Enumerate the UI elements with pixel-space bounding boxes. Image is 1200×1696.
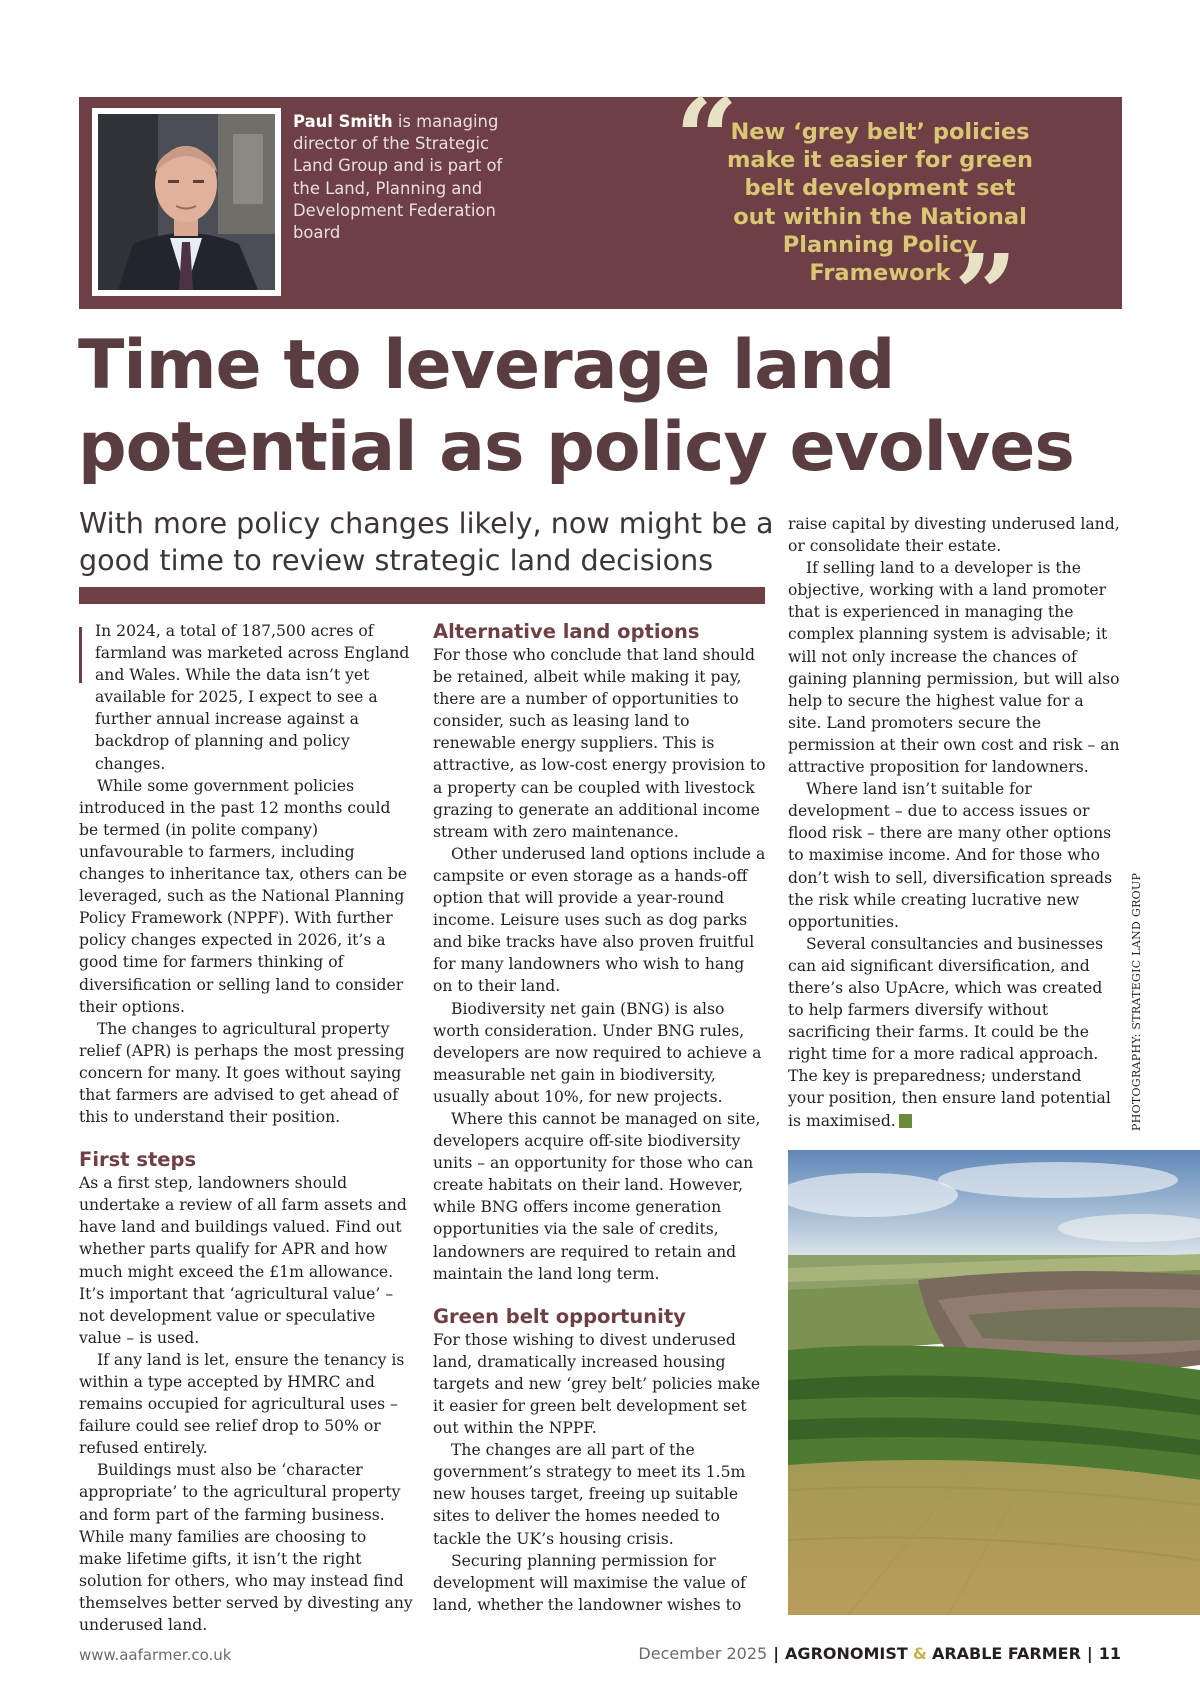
section-heading-alternative-land-options: Alternative land options	[433, 620, 700, 643]
paragraph: Where land isn’t suitable for development – due to access issues or flood risk – there are many other options to maximise income. And for those who don’t wish to sell, diversification spreads the risk while creating lucrative new opportunities.	[788, 780, 1113, 931]
paragraph: Securing planning permission for development will maximise the value of land, whether the landowner wishes to	[433, 1551, 746, 1614]
column-1	[79, 620, 413, 1636]
folio-separator: |	[1086, 1644, 1093, 1663]
paragraph: The changes to agricultural property relief (APR) is perhaps the most pressing concern for many. It goes without saying that farmers are advised to get ahead of this to understand their position.	[79, 1019, 405, 1127]
folio	[638, 1644, 1121, 1663]
paragraph: In 2024, a total of 187,500 acres of farmland was marketed across England and Wales. While the data isn’t yet available for 2025, I expect to see a further annual increase against a backdrop of planning and policy changes.	[95, 622, 410, 773]
pull-quote: New ‘grey belt’ policies make it easier for green belt development set out within the National Planning Policy Framework	[726, 119, 1034, 287]
end-mark-icon	[899, 1114, 912, 1128]
section-heading-first-steps: First steps	[79, 1148, 197, 1172]
paragraph: Biodiversity net gain (BNG) is also worth consideration. Under BNG rules, developers are now required to achieve a measurable net gain in biodiversity, usually about 10%, for new projects.	[433, 999, 762, 1106]
paragraph: Where this cannot be managed on site, developers acquire off-site biodiversity units – an opportunity for those who can create habitats on their land. However, while BNG offers income generation opportunities via the sale of credits, landowners are required to retain and maintain the land long term.	[433, 1109, 761, 1283]
publication-name-part2: ARABLE FARMER	[931, 1644, 1081, 1663]
standfirst-rule	[79, 587, 765, 604]
paragraph: While some government policies introduced in the past 12 months could be termed (in polite company) unfavourable to farmers, including changes to inheritance tax, others can be leveraged, such as the National Planning Policy Framework (NPPF). With further policy changes expected in 2026, it’s a good time for farmers thinking of diversification or selling land to consider their options.	[79, 776, 408, 1016]
paragraph: raise capital by divesting underused land, or consolidate their estate.	[788, 515, 1120, 556]
quote-open-icon: “	[675, 74, 739, 203]
paragraph-text: Several consultancies and businesses can aid significant diversification, and there’s also UpAcre, which was created to help farmers diversify without sacrificing their farms. It could be the right time for a more radical approach. The key is preparedness; understand your position, then ensure land potential is maximised.	[788, 934, 1111, 1130]
paragraph: Buildings must also be ‘character appropriate’ to the agricultural property and form part of the farming business. While many families are choosing to make lifetime gifts, it isn’t the right solution for others, who may instead find themselves better served by divesting any underused land.	[79, 1461, 413, 1635]
issue-date: December 2025	[638, 1644, 768, 1663]
standfirst: With more policy changes likely, now might be a good time to review strategic land decisions	[79, 506, 774, 577]
author-photo	[98, 114, 275, 290]
paragraph: The changes are all part of the government’s strategy to meet its 1.5m new houses target, freeing up suitable sites to deliver the homes needed to tackle the UK’s housing crisis.	[433, 1441, 746, 1548]
aerial-landscape-photo	[788, 1150, 1200, 1615]
publication-ampersand: &	[912, 1644, 927, 1663]
headline: Time to leverage land potential as policy evolves	[78, 326, 1074, 487]
paragraph: Other underused land options include a campsite or even storage as a hands-off option that will provide a year-round income. Leisure uses such as dog parks and bike tracks have also proven fruitful for many landowners who wish to hang on to their land.	[433, 844, 766, 996]
paragraph: For those who conclude that land should be retained, albeit while making it pay, there are a number of opportunities to consider, such as leasing land to renewable energy suppliers. This is attractive, as low-cost energy provision to a property can be coupled with livestock grazing to generate an additional income stream with zero maintenance.	[433, 646, 766, 841]
column-2	[433, 620, 767, 1616]
column-3	[788, 513, 1122, 1132]
section-heading-green-belt-opportunity: Green belt opportunity	[433, 1304, 686, 1328]
paragraph: If selling land to a developer is the objective, working with a land promoter that is experienced in managing the complex planning system is advisable; it will not only increase the chances of gaining planning permission, but will also help to secure the highest value for a site. Land promoters secure the permission at their own cost and risk – an attractive proposition for landowners.	[788, 559, 1120, 777]
quote-close-icon: ”	[954, 230, 1018, 359]
page-number: 11	[1098, 1644, 1121, 1663]
publication-name-part1: AGRONOMIST	[785, 1644, 908, 1663]
paragraph: For those wishing to divest underused land, dramatically increased housing targets and new ‘grey belt’ policies make it easier for green belt development set out within the NPPF.	[433, 1330, 761, 1438]
paragraph: If any land is let, ensure the tenancy is within a type accepted by HMRC and remains occupied for agricultural uses – failure could see relief drop to 50% or refused entirely.	[79, 1350, 405, 1458]
author-bio	[293, 111, 523, 244]
folio-separator: |	[773, 1644, 780, 1663]
author-bio-text: is managing director of the Strategic Land Group and is part of the Land, Planning and Development Federation board	[293, 112, 503, 243]
paragraph: As a first step, landowners should undertake a review of all farm assets and have land and buildings valued. Find out whether parts qualify for APR and how much might exceed the £1m allowance. It’s important that ‘agricultural value’ – not development value or speculative value – is used.	[79, 1174, 407, 1347]
author-name: Paul Smith	[293, 112, 393, 131]
photo-credit: PHOTOGRAPHY: STRATEGIC LAND GROUP	[1130, 872, 1143, 1131]
website-url: www.aafarmer.co.uk	[79, 1646, 232, 1664]
paragraph	[788, 933, 1122, 1132]
